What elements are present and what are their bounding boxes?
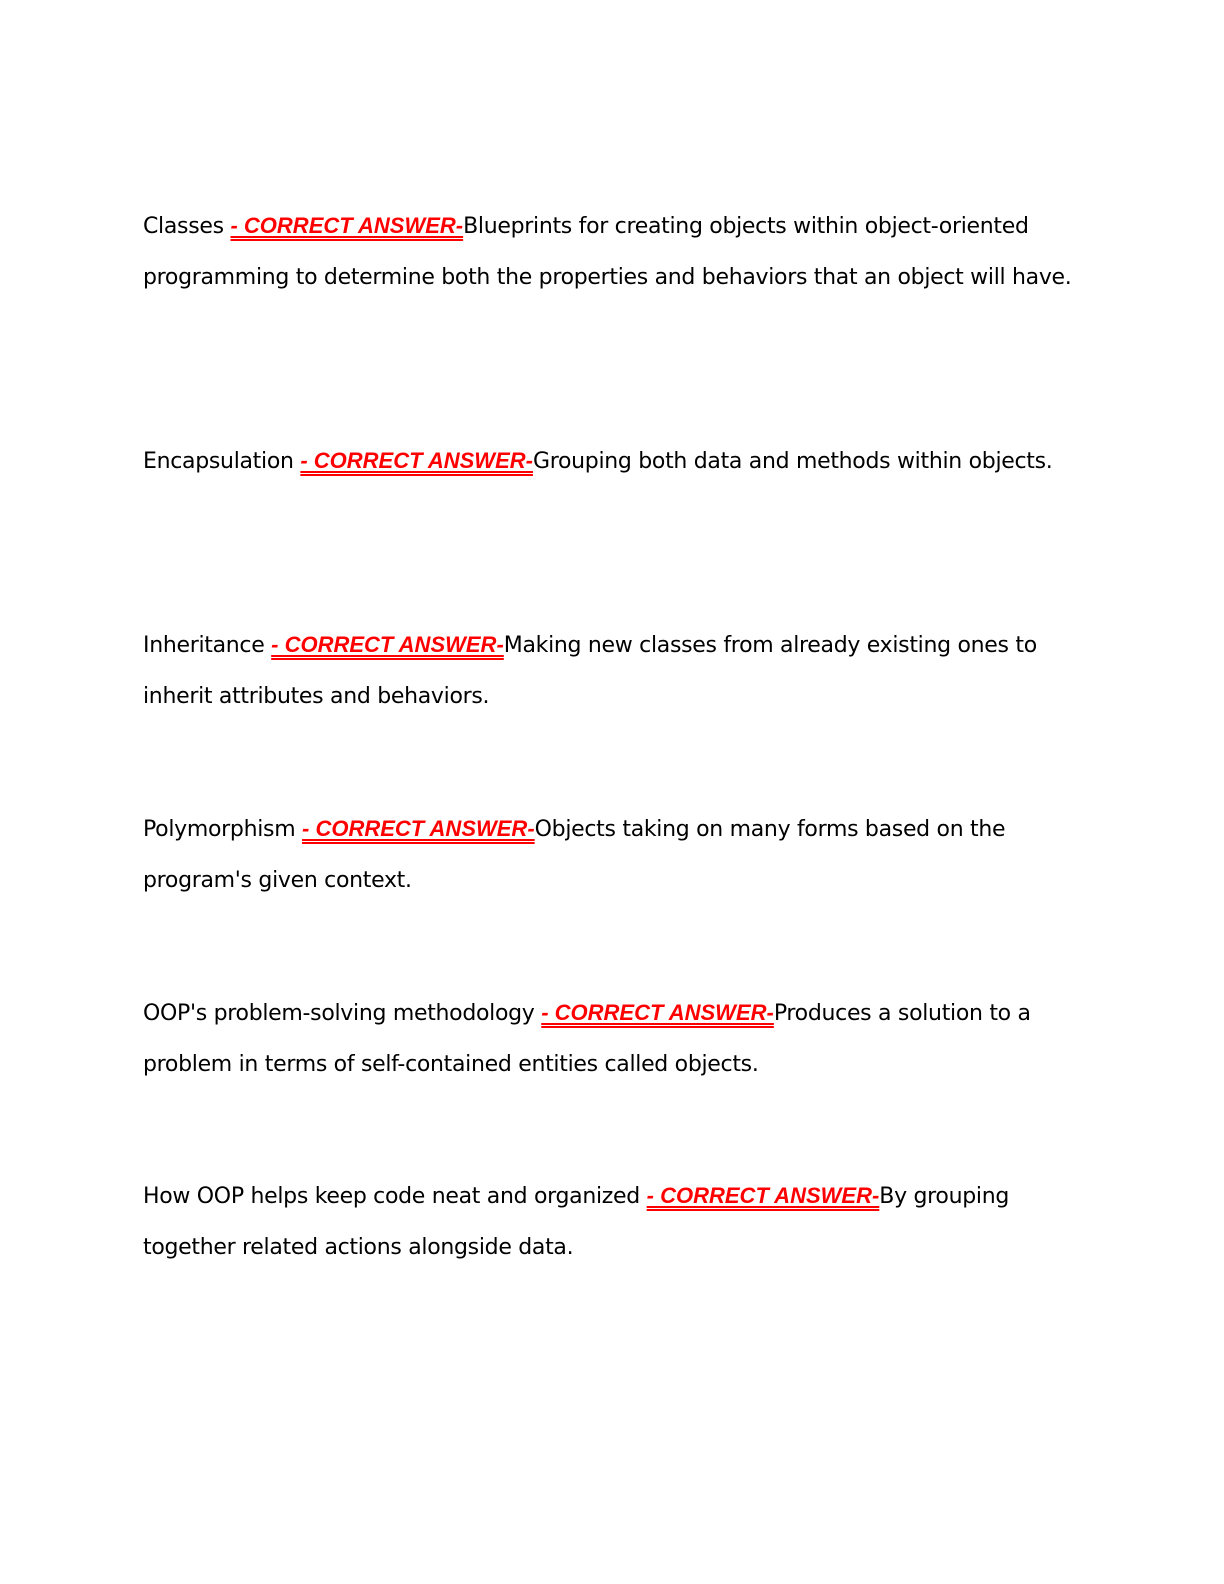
correct-answer-marker: - CORRECT ANSWER- [646,1183,880,1208]
correct-answer-marker: - CORRECT ANSWER- [230,213,464,238]
correct-answer-marker: - CORRECT ANSWER- [541,1000,774,1025]
entry-definition: Grouping both data and methods within objects. [532,449,1053,474]
qa-entry-inheritance [143,619,1078,722]
entry-term: OOP's problem-solving methodology [143,1001,535,1026]
entry-definition: Making new classes from already existing ones to inherit attributes and behaviors. [143,633,1037,709]
entry-definition: By grouping together related actions alongside data. [143,1184,1010,1260]
entry-definition: Blueprints for creating objects within object-oriented programming to determine both the properties and behaviors that an object will have. [143,214,1072,290]
entry-definition: Produces a solution to a problem in terms of self-contained entities called objects. [143,1001,1031,1077]
entry-term: How OOP helps keep code neat and organized [143,1184,640,1209]
correct-answer-marker: - CORRECT ANSWER- [302,816,535,841]
entry-term: Classes [143,214,224,239]
entry-definition: Objects taking on many forms based on the program's given context. [143,817,1006,893]
qa-entry-oop-organization [143,1170,1078,1273]
correct-answer-marker: - CORRECT ANSWER- [300,448,533,473]
correct-answer-marker: - CORRECT ANSWER- [271,632,504,657]
qa-entry-polymorphism [143,803,1078,906]
qa-entry-encapsulation [143,435,1078,487]
qa-entry-oop-methodology [143,987,1078,1090]
entry-term: Inheritance [143,633,265,658]
qa-entry-classes [143,200,1078,303]
entry-term: Polymorphism [143,817,296,842]
entry-term: Encapsulation [143,449,294,474]
